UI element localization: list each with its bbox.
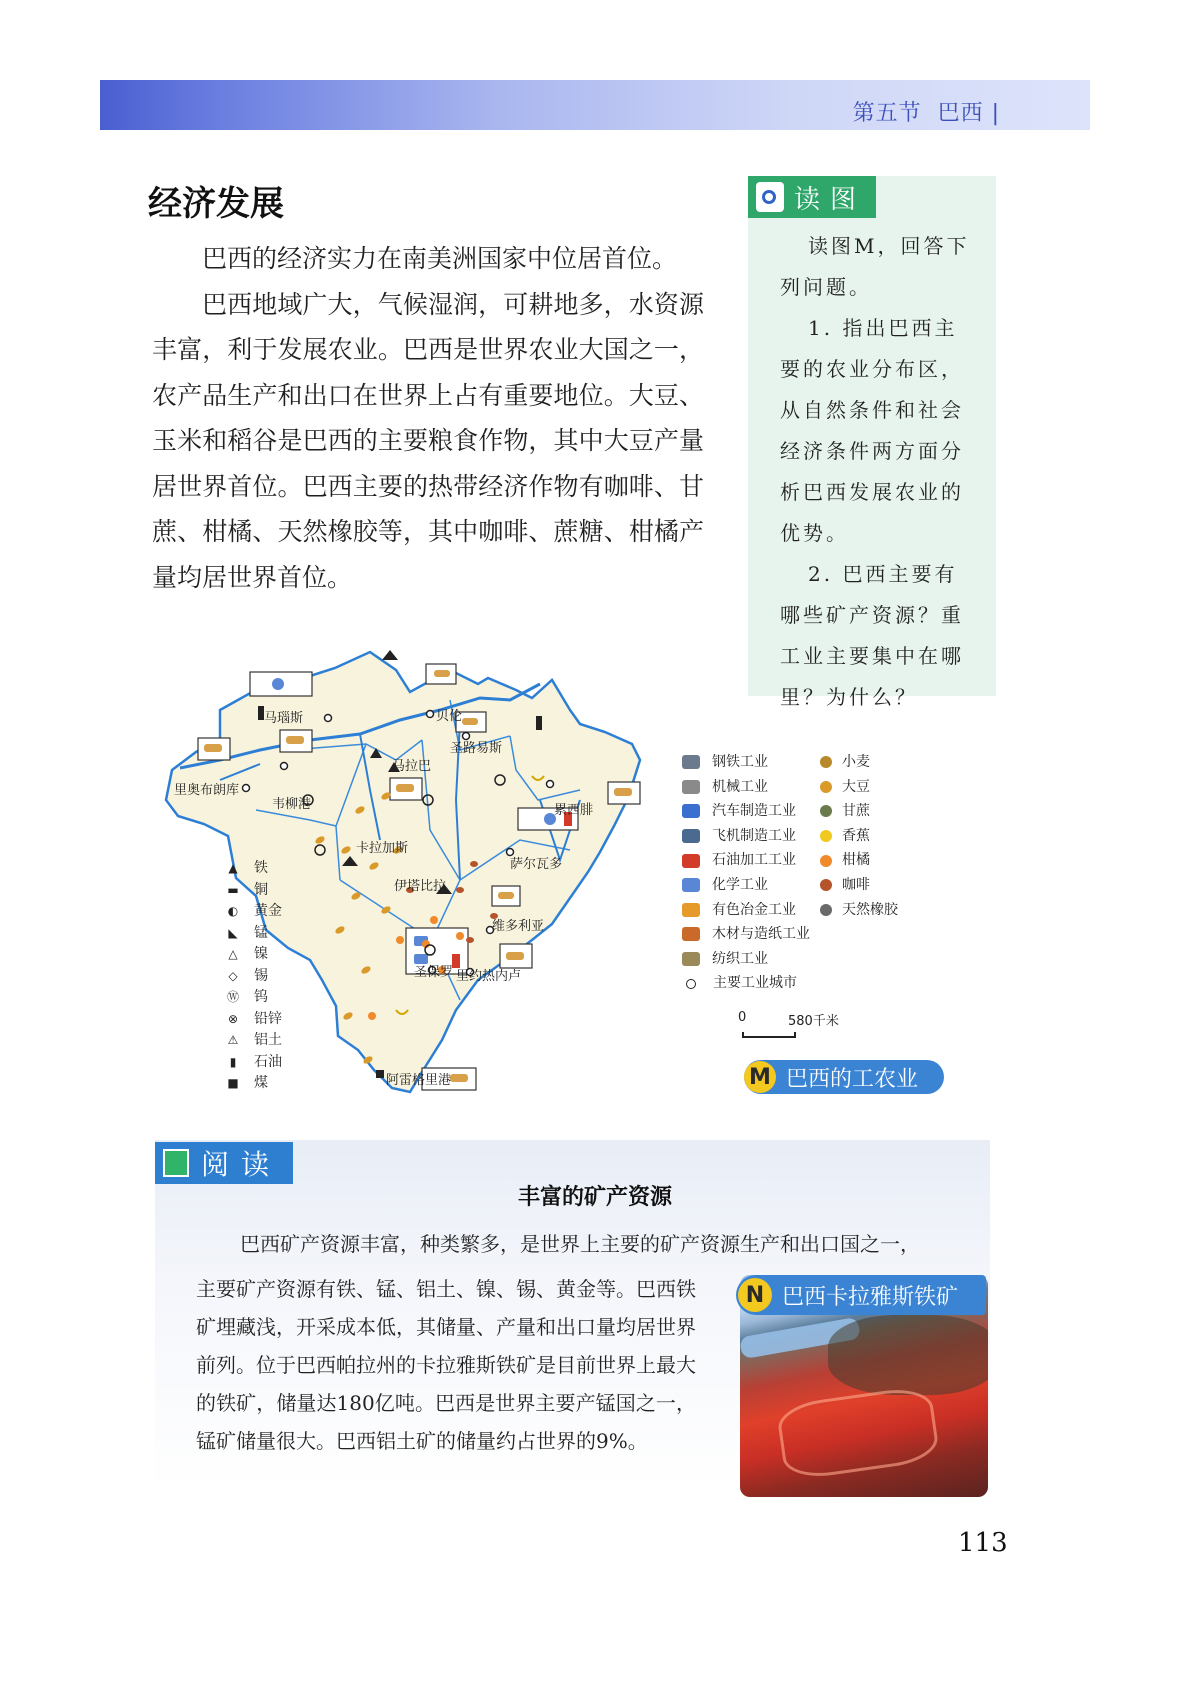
legend-industry-item xyxy=(682,775,810,800)
reading-tag xyxy=(155,1142,293,1184)
legend-industry-item xyxy=(682,898,810,923)
legend-industry-icon xyxy=(682,952,700,966)
city-label: 卡拉加斯 xyxy=(356,841,409,856)
photo-caption-badge: N xyxy=(738,1278,772,1312)
legend-agriculture-item xyxy=(820,750,898,775)
city-label: 马瑙斯 xyxy=(264,711,304,726)
legend-mineral-symbol: ⚠ xyxy=(227,1033,239,1047)
photo-caption xyxy=(736,1275,986,1315)
read-map-tag-label: 读图 xyxy=(794,184,867,215)
legend-mineral-symbol: ▲ xyxy=(228,861,238,875)
legend-industry-item xyxy=(682,947,810,972)
city-label: 伊塔比拉 xyxy=(394,879,447,894)
legend-industry-label: 钢铁工业 xyxy=(712,754,768,770)
page-number: 113 xyxy=(958,1528,1008,1558)
legend-mineral-label: 锡 xyxy=(254,967,268,984)
city-label: 韦柳港 xyxy=(272,797,312,812)
city-label: 马拉巴 xyxy=(392,759,432,774)
agriculture-legend xyxy=(820,750,898,922)
city-label: 贝伦 xyxy=(436,709,463,724)
city-label: 阿雷格里港 xyxy=(386,1073,452,1088)
legend-mineral-label: 黄金 xyxy=(254,903,282,919)
oil-symbol xyxy=(536,716,542,730)
legend-industry-item xyxy=(682,799,810,824)
legend-mineral-symbol: ⊗ xyxy=(227,1011,239,1026)
legend-industry-icon xyxy=(682,755,700,769)
reading-paragraph: 主要矿产资源有铁、锰、铝土、镍、锡、黄金等。巴西铁矿埋藏浅，开采成本低，其储量、产量和出口量均居世界前列。位于巴西帕拉州的卡拉雅斯铁矿是目前世界上最大的铁矿，储量达180亿吨。巴西是世界主要产锰国之一，锰矿储量很大。巴西铝土矿的储量约占世界的9%。 xyxy=(196,1277,696,1453)
legend-crop-icon xyxy=(820,904,832,916)
legend-crop-icon xyxy=(820,855,832,867)
city-label: 累西腓 xyxy=(554,803,594,818)
legend-mineral-label: 石油 xyxy=(254,1053,282,1070)
city-label: 圣路易斯 xyxy=(450,741,503,756)
legend-mineral-label: 煤 xyxy=(254,1075,268,1091)
legend-mineral-item xyxy=(226,880,282,902)
legend-industry-label: 机械工业 xyxy=(712,778,768,795)
city-label: 里约热内卢 xyxy=(456,969,522,984)
legend-industry-icon xyxy=(682,927,700,941)
legend-mineral-symbol: ◐ xyxy=(227,904,239,918)
read-map-tag xyxy=(748,176,876,218)
photo-caption-text: 巴西卡拉雅斯铁矿 xyxy=(782,1284,959,1310)
legend-mineral-item xyxy=(226,1073,282,1095)
legend-mineral-item xyxy=(226,901,282,923)
legend-industry-item xyxy=(682,873,810,898)
legend-mineral-item xyxy=(226,987,282,1009)
legend-mineral-label: 镍 xyxy=(254,946,268,962)
legend-industry-icon xyxy=(682,829,700,843)
legend-industry-icon xyxy=(682,780,700,794)
scale-length: 580千米 xyxy=(788,1014,839,1029)
industry-legend xyxy=(682,750,810,996)
map-scale xyxy=(738,1010,858,1042)
legend-mineral-symbol: ◣ xyxy=(228,925,238,940)
read-map-question-1: 1. 指出巴西主要的农业分布区，从自然条件和社会经济条件两方面分析巴西发展农业的优势。 xyxy=(780,316,964,545)
city-label: 萨尔瓦多 xyxy=(510,857,563,872)
reading-title: 丰富的矿产资源 xyxy=(517,1185,672,1210)
legend-mineral-label: 钨 xyxy=(254,989,268,1005)
legend-industry-label: 主要工业城市 xyxy=(713,975,797,992)
legend-industry-icon xyxy=(682,854,700,868)
legend-industry-label: 有色冶金工业 xyxy=(712,901,796,918)
legend-mineral-label: 铜 xyxy=(254,881,268,898)
mineral-legend xyxy=(226,858,282,1095)
city-label: 里奥布朗库 xyxy=(174,783,240,798)
legend-industry-icon xyxy=(682,804,700,818)
legend-mineral-item xyxy=(226,1009,282,1031)
legend-agriculture-label: 甘蔗 xyxy=(842,803,870,820)
map-caption-text: 巴西的工农业 xyxy=(786,1066,919,1092)
legend-agriculture-label: 大豆 xyxy=(842,778,870,795)
legend-crop-icon xyxy=(820,805,832,817)
legend-agriculture-item xyxy=(820,799,898,824)
legend-agriculture-item xyxy=(820,898,898,923)
legend-industry-icon xyxy=(682,903,700,917)
legend-mineral-symbol: △ xyxy=(228,947,238,961)
legend-agriculture-item xyxy=(820,775,898,800)
legend-crop-icon xyxy=(820,830,832,842)
legend-industry-label: 汽车制造工业 xyxy=(712,803,796,820)
body-paragraph: 巴西地域广大，气候湿润，可耕地多，水资源丰富，利于发展农业。巴西是世界农业大国之一，农产品生产和出口在世界上占有重要地位。大豆、玉米和稻谷是巴西的主要粮食作物，其中大豆产量居世界首位。巴西主要的热带经济作物有咖啡、甘蔗、柑橘、天然橡胶等，其中咖啡、蔗糖、柑橘产量均居世界首位。 xyxy=(152,289,704,592)
section-title: 经济发展 xyxy=(148,184,284,224)
legend-agriculture-label: 天然橡胶 xyxy=(842,901,898,918)
legend-industry-item xyxy=(682,971,810,996)
legend-crop-icon xyxy=(820,781,832,793)
legend-industry-label: 石油加工工业 xyxy=(712,852,796,869)
legend-agriculture-item xyxy=(820,824,898,849)
legend-mineral-label: 铁 xyxy=(254,860,268,876)
legend-industry-item xyxy=(682,848,810,873)
legend-agriculture-item xyxy=(820,848,898,873)
running-header: 第五节 巴西 | xyxy=(852,101,1000,126)
legend-crop-icon xyxy=(820,879,832,891)
map-caption xyxy=(744,1060,944,1094)
legend-agriculture-label: 咖啡 xyxy=(842,876,870,893)
legend-mineral-item xyxy=(226,1030,282,1052)
book-icon xyxy=(163,1149,189,1177)
legend-mineral-label: 铝土 xyxy=(254,1032,282,1048)
read-map-intro: 读图M，回答下列问题。 xyxy=(780,234,970,299)
header-chapter: 巴西 xyxy=(937,101,984,126)
legend-industry-label: 纺织工业 xyxy=(712,950,768,967)
reading-tag-label: 阅读 xyxy=(201,1148,282,1181)
legend-industry-label: 木材与造纸工业 xyxy=(712,926,810,943)
legend-mineral-item xyxy=(226,1052,282,1074)
body-text xyxy=(152,236,704,600)
legend-industry-label: 飞机制造工业 xyxy=(712,827,796,844)
legend-agriculture-label: 小麦 xyxy=(842,754,870,770)
header-section: 第五节 xyxy=(852,101,922,126)
reading-first-line: 巴西矿产资源丰富，种类繁多，是世界上主要的矿产资源生产和出口国之一， xyxy=(240,1232,920,1256)
legend-mineral-symbol: ▬ xyxy=(227,882,239,897)
legend-crop-icon xyxy=(820,756,832,768)
legend-agriculture-item xyxy=(820,873,898,898)
legend-industry-label: 化学工业 xyxy=(712,876,768,893)
read-map-questions xyxy=(780,226,980,718)
legend-mineral-symbol: ◇ xyxy=(228,968,238,983)
scale-zero: 0 xyxy=(738,1010,747,1025)
scale-bar xyxy=(742,1032,796,1038)
legend-agriculture-label: 柑橘 xyxy=(842,852,870,869)
legend-mineral-item xyxy=(226,966,282,988)
read-map-question-2: 2. 巴西主要有哪些矿产资源？重工业主要集中在哪里？为什么？ xyxy=(780,562,964,709)
legend-mineral-label: 铅锌 xyxy=(254,1010,282,1027)
legend-mineral-symbol: ■ xyxy=(227,1076,239,1090)
city-label: 维多利亚 xyxy=(492,919,545,934)
reading-body xyxy=(196,1270,696,1460)
legend-mineral-item xyxy=(226,923,282,945)
legend-industry-icon xyxy=(686,979,696,989)
legend-industry-item xyxy=(682,824,810,849)
coal-symbol xyxy=(376,1070,384,1078)
legend-mineral-item xyxy=(226,944,282,966)
legend-mineral-label: 锰 xyxy=(254,924,268,941)
legend-agriculture-label: 香蕉 xyxy=(842,827,870,844)
legend-mineral-symbol: ▮ xyxy=(229,1054,237,1069)
eye-icon xyxy=(756,182,784,212)
legend-industry-icon xyxy=(682,878,700,892)
city-label: 圣保罗 xyxy=(414,965,454,980)
legend-mineral-item xyxy=(226,858,282,880)
legend-industry-item xyxy=(682,750,810,775)
legend-industry-item xyxy=(682,922,810,947)
manganese-symbol xyxy=(382,650,398,660)
body-paragraph: 巴西的经济实力在南美洲国家中位居首位。 xyxy=(202,244,678,273)
legend-mineral-symbol: Ⓦ xyxy=(226,990,239,1004)
map-caption-badge: M xyxy=(744,1061,776,1093)
